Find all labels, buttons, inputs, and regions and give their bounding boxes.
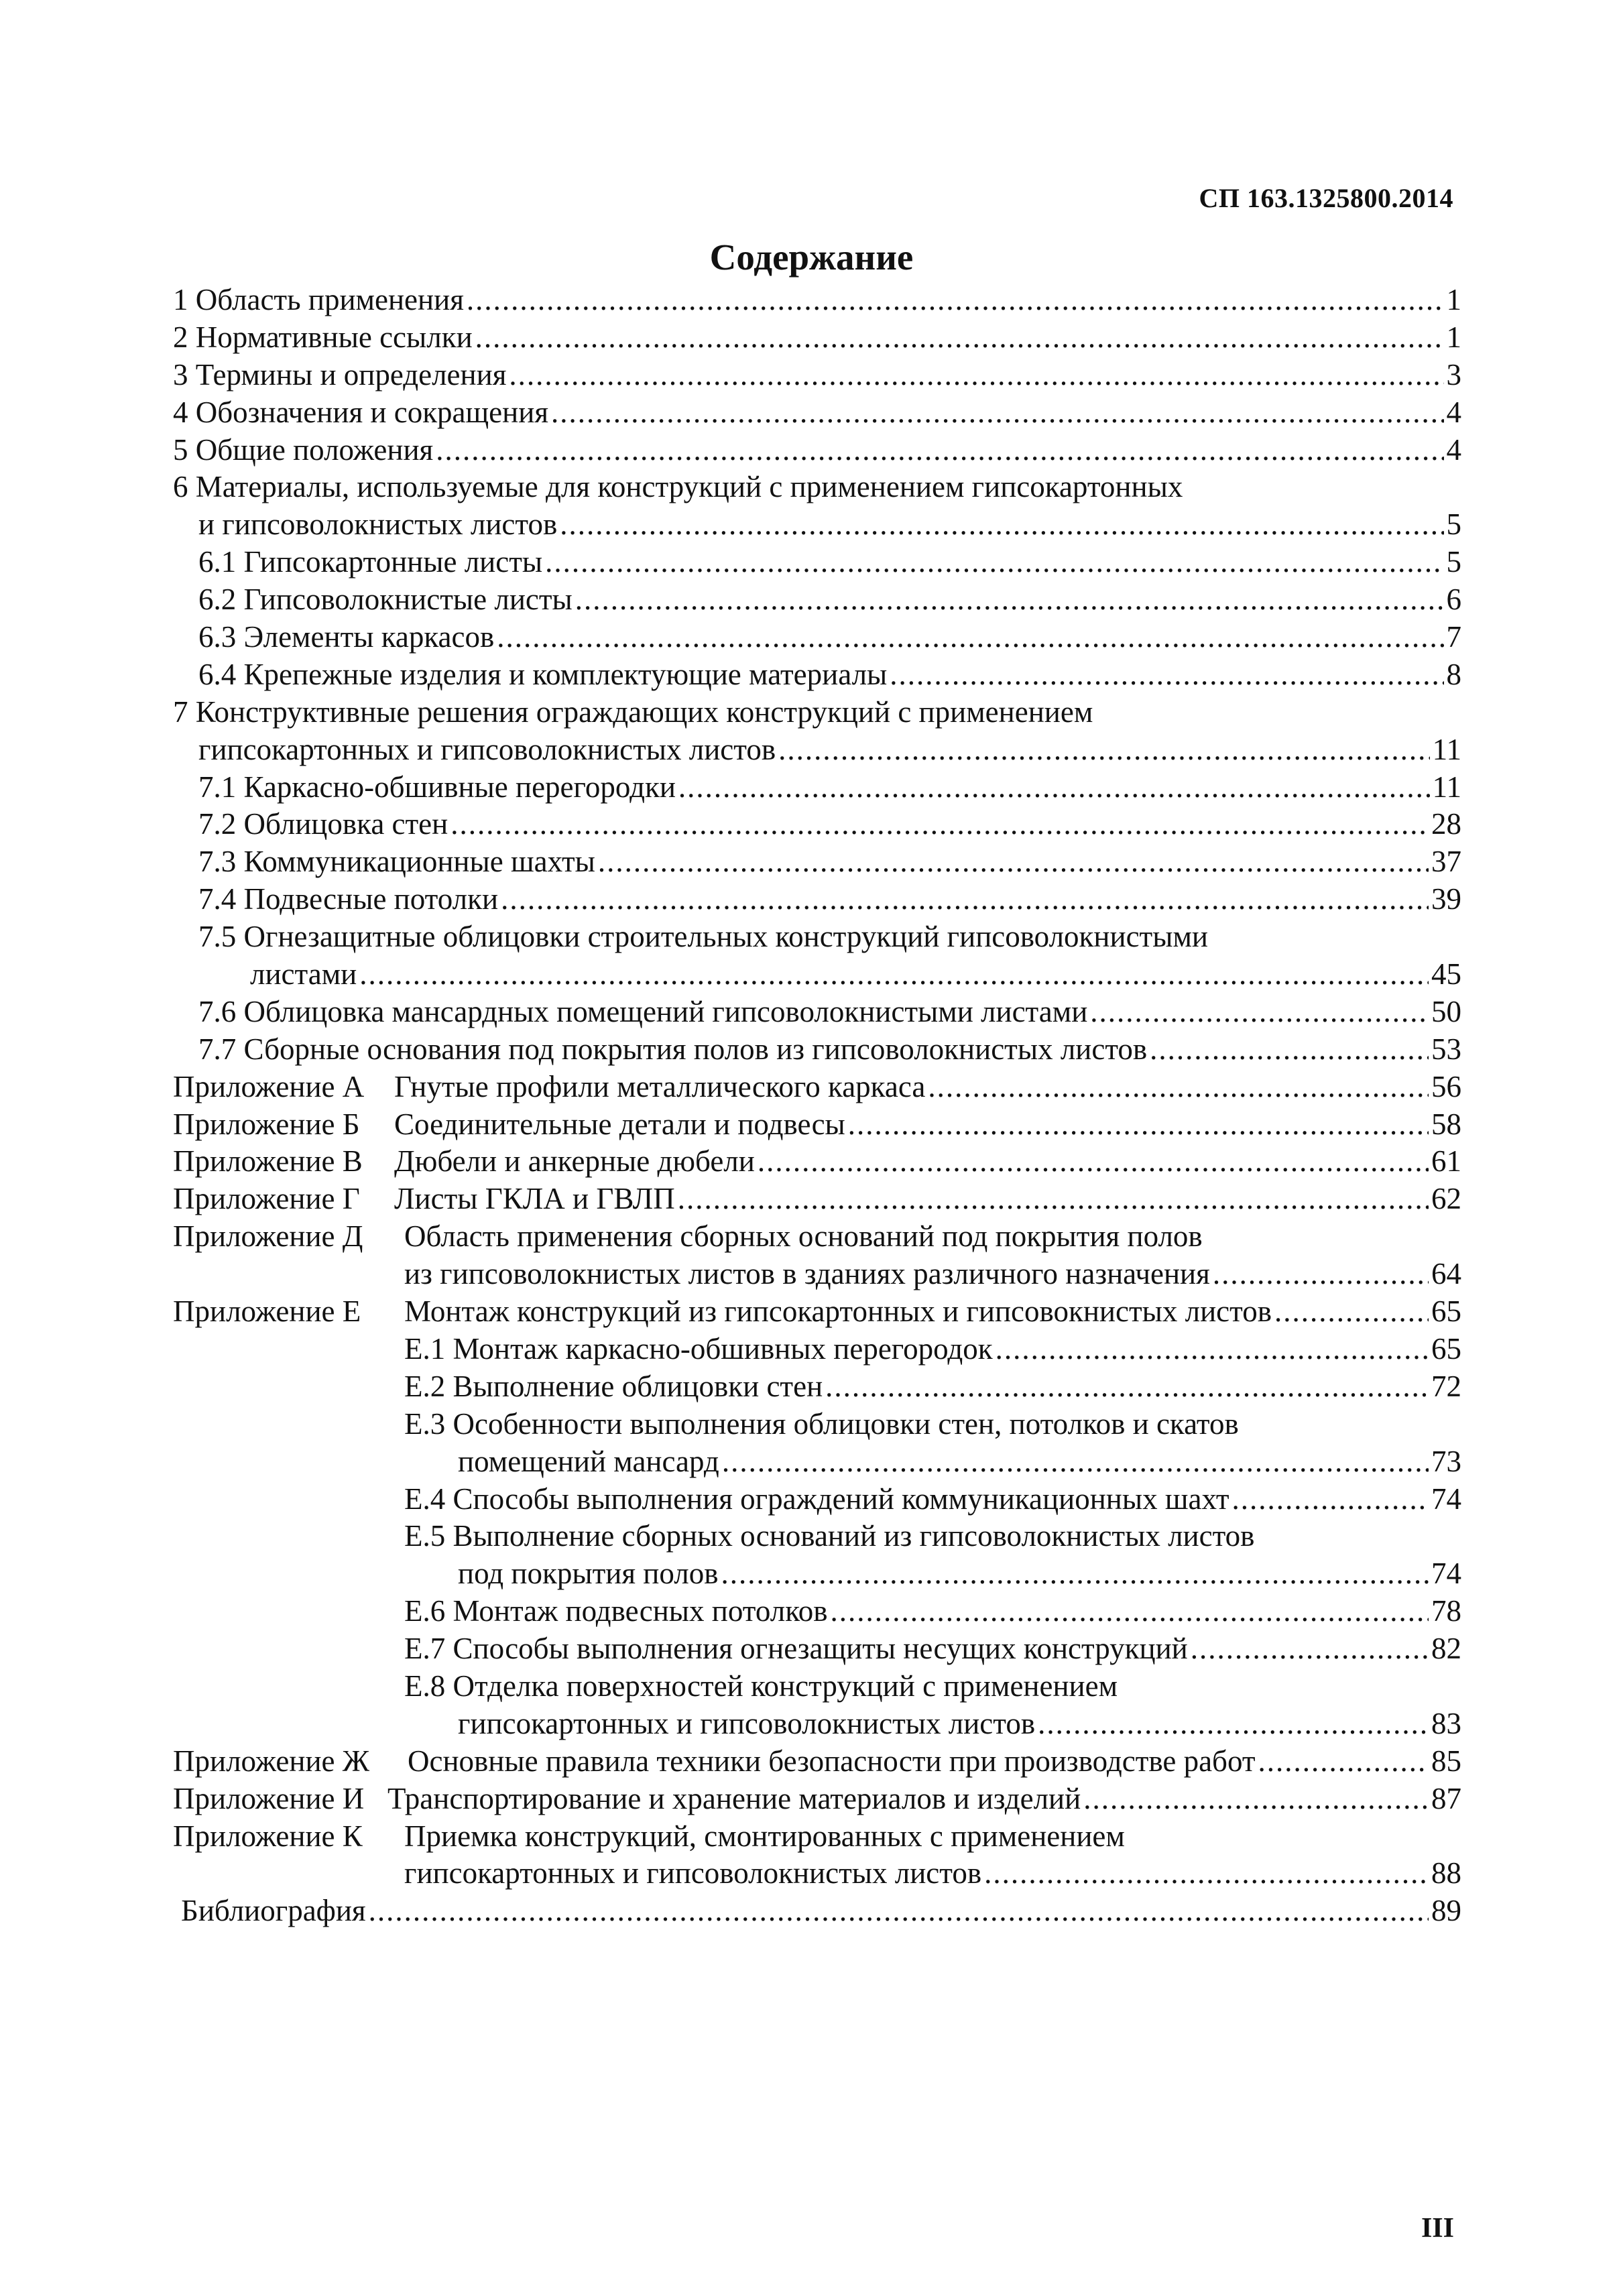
toc-page-number: 5 xyxy=(1446,545,1461,579)
toc-page-number: 73 xyxy=(1431,1444,1461,1478)
dot-leader xyxy=(890,656,1443,694)
toc-page-number: 4 xyxy=(1446,395,1461,429)
toc-entry-title: Соединительные детали и подвесы xyxy=(394,1107,845,1141)
toc-entry xyxy=(173,1293,1461,1331)
toc-entry-title: 5 Общие положения xyxy=(173,432,434,467)
toc-entry-title: 7.3 Коммуникационные шахты xyxy=(198,845,595,879)
toc-page-number: 50 xyxy=(1431,994,1461,1028)
toc-page-number: 11 xyxy=(1432,732,1461,766)
dot-leader xyxy=(984,1855,1429,1892)
toc-entry xyxy=(173,1818,1461,1856)
toc-page-number: 53 xyxy=(1431,1032,1461,1066)
toc-entry xyxy=(173,1481,1461,1518)
toc-entry xyxy=(173,918,1461,956)
toc-page-number: 65 xyxy=(1431,1294,1461,1329)
toc-page-number: 5 xyxy=(1446,507,1461,542)
toc-entry xyxy=(173,843,1461,881)
toc-entry xyxy=(173,656,1461,694)
toc-entry xyxy=(173,1705,1461,1743)
appendix-label: Приложение В xyxy=(173,1144,363,1179)
toc-entry xyxy=(173,1668,1461,1705)
dot-leader xyxy=(497,619,1443,656)
dot-leader xyxy=(928,1069,1429,1106)
dot-leader xyxy=(825,1368,1429,1406)
toc-page-number: 8 xyxy=(1446,657,1461,691)
toc-entry xyxy=(173,581,1461,619)
appendix-label: Приложение Г xyxy=(173,1182,360,1216)
dot-leader xyxy=(369,1892,1429,1930)
toc-entry xyxy=(173,544,1461,581)
dot-leader xyxy=(678,1181,1429,1218)
toc-page-number: 61 xyxy=(1431,1144,1461,1179)
toc-entry xyxy=(173,319,1461,357)
appendix-label: Приложение Е xyxy=(173,1294,361,1329)
toc-entry-title: 7.1 Каркасно-обшивные перегородки xyxy=(198,770,676,804)
toc-entry-title: Гнутые профили металлического каркаса xyxy=(394,1069,926,1103)
toc-entry xyxy=(173,956,1461,993)
toc-page-number: 62 xyxy=(1431,1182,1461,1216)
toc-page-number: 1 xyxy=(1446,320,1461,354)
toc-entry xyxy=(173,1256,1461,1293)
dot-leader xyxy=(450,806,1429,843)
toc-page-number: 56 xyxy=(1431,1069,1461,1103)
toc-entry-title: 6.2 Гипсоволокнистые листы xyxy=(198,583,573,617)
toc-entry xyxy=(173,1069,1461,1106)
dot-leader xyxy=(722,1443,1429,1481)
toc-entry-title: 6.1 Гипсокартонные листы xyxy=(198,545,543,579)
toc-entry xyxy=(173,357,1461,394)
toc-entry xyxy=(173,619,1461,656)
dot-leader xyxy=(1191,1630,1429,1668)
dot-leader xyxy=(598,843,1429,881)
toc-entry xyxy=(173,993,1461,1031)
toc-entry-title: Дюбели и анкерные дюбели xyxy=(394,1144,755,1179)
toc-entry-title: Е.4 Способы выполнения ограждений коммуникационных шахт xyxy=(404,1482,1229,1516)
toc-entry-title: 7.6 Облицовка мансардных помещений гипсоволокнистыми листами xyxy=(198,994,1088,1028)
toc-entry xyxy=(173,1218,1461,1256)
toc-entry xyxy=(173,731,1461,769)
toc-entry xyxy=(173,1892,1461,1930)
toc-page-number: 11 xyxy=(1432,770,1461,804)
toc-entry-title: и гипсоволокнистых листов xyxy=(198,507,558,542)
toc-page-number: 39 xyxy=(1431,882,1461,916)
toc-entry-title: Е.7 Способы выполнения огнезащиты несущих конструкций xyxy=(404,1632,1188,1666)
toc-page-number: 37 xyxy=(1431,845,1461,879)
toc-entry-title: 7.5 Огнезащитные облицовки строительных конструкций гипсоволокнистыми xyxy=(198,920,1209,954)
appendix-label: Приложение К xyxy=(173,1819,363,1853)
toc-page-number: 45 xyxy=(1431,957,1461,991)
toc-page-number: 58 xyxy=(1431,1107,1461,1141)
dot-leader xyxy=(848,1106,1429,1144)
appendix-label: Приложение И xyxy=(173,1781,365,1815)
dot-leader xyxy=(1083,1780,1429,1818)
appendix-label: Приложение А xyxy=(173,1069,365,1103)
toc-entry-title: гипсокартонных и гипсоволокнистых листов xyxy=(404,1856,982,1890)
toc-entry xyxy=(173,806,1461,843)
toc-entry-title: 2 Нормативные ссылки xyxy=(173,320,473,354)
toc-entry-title: Монтаж конструкций из гипсокартонных и гипсовокнистых листов xyxy=(404,1294,1272,1329)
dot-leader xyxy=(545,544,1443,581)
page-number: III xyxy=(1421,2213,1454,2244)
toc-entry xyxy=(173,881,1461,918)
dot-leader xyxy=(721,1555,1429,1593)
dot-leader xyxy=(1150,1031,1429,1069)
toc-page-number: 64 xyxy=(1431,1257,1461,1291)
toc-entry-title: Е.3 Особенности выполнения облицовки стен, потолков и скатов xyxy=(404,1406,1239,1441)
toc-entry xyxy=(173,1181,1461,1218)
dot-leader xyxy=(778,731,1430,769)
toc-entry xyxy=(173,1855,1461,1892)
toc-entry-title: 6.4 Крепежные изделия и комплектующие материалы xyxy=(198,657,888,691)
toc-entry-title: 7 Конструктивные решения ограждающих конструкций с применением xyxy=(173,694,1093,729)
toc-entry-title: 7.7 Сборные основания под покрытия полов из гипсоволокнистых листов xyxy=(198,1032,1148,1066)
toc-entry-title: под покрытия полов xyxy=(458,1557,719,1591)
toc-entry-title: гипсокартонных и гипсоволокнистых листов xyxy=(458,1706,1036,1740)
dot-leader xyxy=(1232,1481,1429,1518)
toc-entry-title: 7.2 Облицовка стен xyxy=(198,807,448,841)
appendix-label: Приложение Ж xyxy=(173,1744,370,1778)
toc-page-number: 72 xyxy=(1431,1369,1461,1403)
dot-leader xyxy=(501,881,1429,918)
toc-entry-title: Е.1 Монтаж каркасно-обшивных перегородок xyxy=(404,1331,993,1366)
toc-entry xyxy=(173,1406,1461,1443)
dot-leader xyxy=(1258,1743,1429,1780)
toc-entry-title: листами xyxy=(250,957,357,991)
toc-page-number: 7 xyxy=(1446,620,1461,654)
toc-title: Содержание xyxy=(709,237,914,278)
toc-entry-title: из гипсоволокнистых листов в зданиях различного назначения xyxy=(404,1257,1210,1291)
dot-leader xyxy=(509,357,1443,394)
toc-page-number: 28 xyxy=(1431,807,1461,841)
toc-entry xyxy=(173,394,1461,432)
toc-entry-title: гипсокартонных и гипсоволокнистых листов xyxy=(198,732,776,766)
dot-leader xyxy=(1274,1293,1429,1331)
dot-leader xyxy=(1090,993,1429,1031)
toc-entry-title: Приемка конструкций, смонтированных с применением xyxy=(404,1819,1125,1853)
toc-entry xyxy=(173,432,1461,469)
toc-entry-title: 7.4 Подвесные потолки xyxy=(198,882,499,916)
toc-entry-title: помещений мансард xyxy=(458,1444,719,1478)
toc-entry xyxy=(173,282,1461,319)
toc-entry-title: Основные правила техники безопасности при производстве работ xyxy=(408,1744,1256,1778)
toc-page-number: 89 xyxy=(1431,1894,1461,1928)
dot-leader xyxy=(831,1593,1429,1630)
toc-entry-title: 4 Обозначения и сокращения xyxy=(173,395,549,429)
toc-entry-title: Библиография xyxy=(181,1894,366,1928)
toc-entry xyxy=(173,506,1461,544)
document-code: СП 163.1325800.2014 xyxy=(1199,183,1453,213)
toc-page-number: 65 xyxy=(1431,1331,1461,1366)
toc-page-number: 83 xyxy=(1431,1706,1461,1740)
toc-page-number: 74 xyxy=(1431,1482,1461,1516)
toc-entry xyxy=(173,1106,1461,1144)
toc-page-number: 85 xyxy=(1431,1744,1461,1778)
appendix-label: Приложение Д xyxy=(173,1219,363,1254)
toc-page-number: 6 xyxy=(1446,583,1461,617)
appendix-label: Приложение Б xyxy=(173,1107,360,1141)
toc-page-number: 87 xyxy=(1431,1781,1461,1815)
toc-entry xyxy=(173,1630,1461,1668)
toc-entry xyxy=(173,769,1461,806)
toc-entry-title: 3 Термины и определения xyxy=(173,357,507,391)
toc-entry-title: 6.3 Элементы каркасов xyxy=(198,620,495,654)
dot-leader xyxy=(551,394,1443,432)
toc-page-number: 82 xyxy=(1431,1632,1461,1666)
toc-page-number: 1 xyxy=(1446,283,1461,316)
toc-entry xyxy=(173,694,1461,731)
toc-entry-title: Область применения сборных оснований под покрытия полов xyxy=(404,1219,1203,1254)
dot-leader xyxy=(560,506,1443,544)
table-of-contents xyxy=(173,282,1461,1930)
toc-page-number: 4 xyxy=(1446,432,1461,467)
toc-page-number: 88 xyxy=(1431,1856,1461,1890)
dot-leader xyxy=(1213,1256,1429,1293)
toc-entry xyxy=(173,1743,1461,1780)
toc-entry xyxy=(173,1780,1461,1818)
toc-entry xyxy=(173,1031,1461,1069)
toc-page-number: 3 xyxy=(1446,357,1461,391)
dot-leader xyxy=(359,956,1429,993)
toc-entry xyxy=(173,1331,1461,1368)
dot-leader xyxy=(467,282,1444,319)
dot-leader xyxy=(996,1331,1429,1368)
toc-entry-title: 1 Область применения xyxy=(173,283,464,316)
dot-leader xyxy=(758,1143,1429,1181)
toc-page-number: 74 xyxy=(1431,1557,1461,1591)
toc-entry xyxy=(173,1443,1461,1481)
toc-entry xyxy=(173,1368,1461,1406)
toc-entry-title: Е.5 Выполнение сборных оснований из гипсоволокнистых листов xyxy=(404,1519,1255,1553)
toc-entry-title: 6 Материалы, используемые для конструкций с применением гипсокартонных xyxy=(173,470,1183,504)
dot-leader xyxy=(436,432,1443,469)
dot-leader xyxy=(575,581,1444,619)
toc-entry-title: Е.2 Выполнение облицовки стен xyxy=(404,1369,823,1403)
toc-entry-title: Е.6 Монтаж подвесных потолков xyxy=(404,1594,828,1628)
toc-entry xyxy=(173,1143,1461,1181)
dot-leader xyxy=(678,769,1430,806)
toc-entry xyxy=(173,1518,1461,1555)
toc-entry-title: Е.8 Отделка поверхностей конструкций с применением xyxy=(404,1669,1118,1703)
toc-entry xyxy=(173,1593,1461,1630)
toc-entry xyxy=(173,469,1461,506)
toc-entry xyxy=(173,1555,1461,1593)
dot-leader xyxy=(1038,1705,1429,1743)
toc-entry-title: Транспортирование и хранение материалов и изделий xyxy=(387,1781,1081,1815)
toc-page-number: 78 xyxy=(1431,1594,1461,1628)
dot-leader xyxy=(475,319,1444,357)
toc-entry-title: Листы ГКЛА и ГВЛП xyxy=(394,1182,675,1216)
